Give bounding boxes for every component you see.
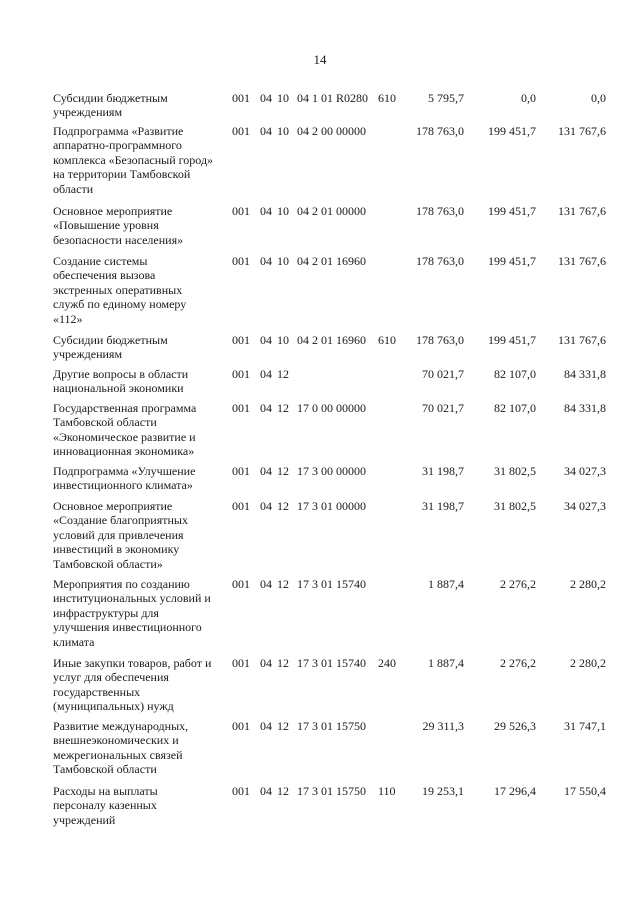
- amount-year-3: 17 550,4: [564, 784, 606, 798]
- amount-year-1: 31 198,7: [422, 464, 464, 478]
- amount-year-3: 84 331,8: [564, 401, 606, 415]
- amount-year-3: 131 767,6: [558, 124, 606, 138]
- expense-name: Иные закупки товаров, работ и услуг для обеспечения государственных (муниципальных) нужд: [53, 656, 212, 714]
- expense-type-code: 240: [378, 656, 396, 670]
- ministry-code: 001: [232, 656, 250, 670]
- section-code: 04: [260, 254, 272, 268]
- amount-year-3: 34 027,3: [564, 464, 606, 478]
- amount-year-2: 29 526,3: [494, 719, 536, 733]
- subsection-code: 10: [277, 124, 289, 138]
- target-article-code: 17 3 00 00000: [297, 464, 366, 478]
- amount-year-2: 31 802,5: [494, 464, 536, 478]
- amount-year-2: 2 276,2: [500, 577, 536, 591]
- section-code: 04: [260, 204, 272, 218]
- amount-year-3: 31 747,1: [564, 719, 606, 733]
- expense-type-code: 110: [378, 784, 396, 798]
- expense-name: Подпрограмма «Улучшение инвестиционного климата»: [53, 464, 196, 493]
- amount-year-2: 0,0: [521, 91, 536, 105]
- amount-year-3: 84 331,8: [564, 367, 606, 381]
- amount-year-3: 131 767,6: [558, 204, 606, 218]
- target-article-code: 04 2 01 16960: [297, 254, 366, 268]
- amount-year-1: 178 763,0: [416, 124, 464, 138]
- amount-year-1: 70 021,7: [422, 367, 464, 381]
- target-article-code: 17 3 01 15750: [297, 784, 366, 798]
- subsection-code: 10: [277, 333, 289, 347]
- amount-year-3: 0,0: [591, 91, 606, 105]
- expense-name: Другие вопросы в области национальной экономики: [53, 367, 189, 396]
- amount-year-3: 2 280,2: [570, 577, 606, 591]
- amount-year-3: 34 027,3: [564, 499, 606, 513]
- amount-year-3: 131 767,6: [558, 333, 606, 347]
- ministry-code: 001: [232, 401, 250, 415]
- section-code: 04: [260, 577, 272, 591]
- subsection-code: 12: [277, 367, 289, 381]
- amount-year-1: 178 763,0: [416, 333, 464, 347]
- ministry-code: 001: [232, 577, 250, 591]
- amount-year-1: 178 763,0: [416, 204, 464, 218]
- section-code: 04: [260, 784, 272, 798]
- subsection-code: 12: [277, 656, 289, 670]
- section-code: 04: [260, 499, 272, 513]
- section-code: 04: [260, 401, 272, 415]
- ministry-code: 001: [232, 784, 250, 798]
- expense-name: Субсидии бюджетным учреждениям: [53, 91, 168, 120]
- expense-name: Подпрограмма «Развитие аппаратно-программного комплекса «Безопасный город» на территории Тамбовской области: [53, 124, 214, 196]
- target-article-code: 04 2 00 00000: [297, 124, 366, 138]
- subsection-code: 12: [277, 577, 289, 591]
- ministry-code: 001: [232, 367, 250, 381]
- ministry-code: 001: [232, 124, 250, 138]
- amount-year-1: 178 763,0: [416, 254, 464, 268]
- expense-type-code: 610: [378, 91, 396, 105]
- subsection-code: 12: [277, 784, 289, 798]
- amount-year-1: 70 021,7: [422, 401, 464, 415]
- ministry-code: 001: [232, 719, 250, 733]
- target-article-code: 04 2 01 16960: [297, 333, 366, 347]
- amount-year-1: 29 311,3: [422, 719, 464, 733]
- target-article-code: 17 3 01 00000: [297, 499, 366, 513]
- amount-year-2: 2 276,2: [500, 656, 536, 670]
- subsection-code: 12: [277, 401, 289, 415]
- target-article-code: 04 1 01 R0280: [297, 91, 369, 105]
- expense-name: Основное мероприятие «Повышение уровня безопасности населения»: [53, 204, 184, 247]
- amount-year-2: 199 451,7: [488, 124, 536, 138]
- amount-year-1: 1 887,4: [428, 577, 464, 591]
- expense-name: Субсидии бюджетным учреждениям: [53, 333, 168, 362]
- ministry-code: 001: [232, 499, 250, 513]
- amount-year-2: 199 451,7: [488, 333, 536, 347]
- amount-year-2: 17 296,4: [494, 784, 536, 798]
- subsection-code: 10: [277, 254, 289, 268]
- amount-year-2: 82 107,0: [494, 401, 536, 415]
- subsection-code: 12: [277, 719, 289, 733]
- ministry-code: 001: [232, 464, 250, 478]
- subsection-code: 10: [277, 204, 289, 218]
- expense-name: Развитие международных, внешнеэкономических и межрегиональных связей Тамбовской области: [53, 719, 189, 777]
- expense-name: Мероприятия по созданию институциональных условий и инфраструктуры для улучшения инвестиционного климата: [53, 577, 211, 649]
- section-code: 04: [260, 91, 272, 105]
- amount-year-3: 2 280,2: [570, 656, 606, 670]
- amount-year-1: 5 795,7: [428, 91, 464, 105]
- subsection-code: 12: [277, 464, 289, 478]
- ministry-code: 001: [232, 204, 250, 218]
- amount-year-3: 131 767,6: [558, 254, 606, 268]
- section-code: 04: [260, 464, 272, 478]
- target-article-code: 17 3 01 15750: [297, 719, 366, 733]
- expense-name: Создание системы обеспечения вызова экстренных оперативных служб по единому номеру «112»: [53, 254, 187, 326]
- target-article-code: 04 2 01 00000: [297, 204, 366, 218]
- section-code: 04: [260, 124, 272, 138]
- amount-year-2: 82 107,0: [494, 367, 536, 381]
- expense-name: Государственная программа Тамбовской области «Экономическое развитие и инновационная экономика»: [53, 401, 197, 459]
- amount-year-1: 31 198,7: [422, 499, 464, 513]
- section-code: 04: [260, 656, 272, 670]
- section-code: 04: [260, 333, 272, 347]
- amount-year-1: 19 253,1: [422, 784, 464, 798]
- amount-year-1: 1 887,4: [428, 656, 464, 670]
- subsection-code: 10: [277, 91, 289, 105]
- target-article-code: 17 0 00 00000: [297, 401, 366, 415]
- expense-name: Расходы на выплаты персоналу казенных учреждений: [53, 784, 158, 827]
- subsection-code: 12: [277, 499, 289, 513]
- ministry-code: 001: [232, 91, 250, 105]
- target-article-code: 17 3 01 15740: [297, 656, 366, 670]
- amount-year-2: 199 451,7: [488, 254, 536, 268]
- expense-name: Основное мероприятие «Создание благоприятных условий для привлечения инвестиций в экономику Тамбовской области»: [53, 499, 188, 571]
- target-article-code: 17 3 01 15740: [297, 577, 366, 591]
- ministry-code: 001: [232, 254, 250, 268]
- section-code: 04: [260, 367, 272, 381]
- amount-year-2: 31 802,5: [494, 499, 536, 513]
- expense-type-code: 610: [378, 333, 396, 347]
- amount-year-2: 199 451,7: [488, 204, 536, 218]
- page-number: 14: [313, 52, 327, 67]
- ministry-code: 001: [232, 333, 250, 347]
- section-code: 04: [260, 719, 272, 733]
